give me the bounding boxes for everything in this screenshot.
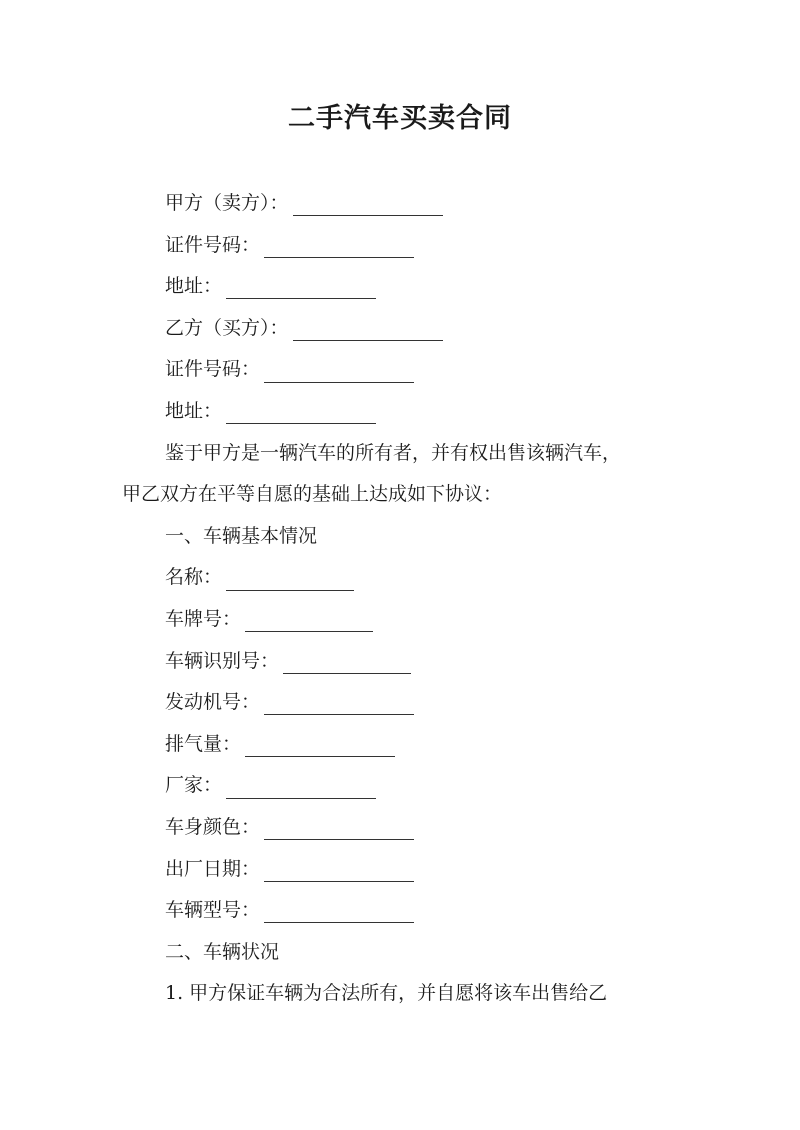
body-color-line (122, 807, 682, 849)
engine-number-blank (264, 686, 414, 715)
party-b-address-blank (226, 395, 376, 424)
vehicle-model-blank (264, 894, 414, 923)
party-b-id-line (122, 349, 682, 391)
party-a-id-line (122, 225, 682, 267)
body-color-label: 车身颜色： (165, 815, 261, 838)
party-a-id-label: 证件号码： (165, 233, 261, 256)
manufacture-date-label: 出厂日期： (165, 857, 261, 880)
section-2-item-1: 1. 甲方保证车辆为合法所有，并自愿将该车出售给乙 (165, 982, 608, 1005)
vehicle-model-label: 车辆型号： (165, 899, 261, 922)
party-b-blank (293, 312, 443, 341)
manufacturer-line (122, 765, 682, 807)
vin-label: 车辆识别号： (165, 649, 280, 672)
preamble-line-1: 鉴于甲方是一辆汽车的所有者，并有权出售该辆汽车， (165, 441, 622, 464)
party-b-id-label: 证件号码： (165, 358, 261, 381)
document-title: 二手汽车买卖合同 (288, 103, 512, 134)
displacement-line (122, 724, 682, 766)
plate-number-label: 车牌号： (165, 607, 242, 630)
engine-number-label: 发动机号： (165, 691, 261, 714)
party-b-address-label: 地址： (165, 399, 223, 422)
section-2-heading: 二、车辆状况 (165, 940, 280, 963)
engine-number-line (122, 682, 682, 724)
party-b-address-line (122, 391, 682, 433)
party-a-address-line (122, 266, 682, 308)
body-color-blank (264, 811, 414, 840)
section-1-heading: 一、车辆基本情况 (165, 524, 318, 547)
manufacture-date-line (122, 849, 682, 891)
vin-blank (283, 645, 411, 674)
manufacture-date-blank (264, 853, 414, 882)
party-a-id-blank (264, 229, 414, 258)
party-a-label: 甲方（卖方）： (165, 192, 289, 214)
vehicle-model-line (122, 890, 682, 932)
manufacturer-blank (226, 770, 376, 799)
preamble-line-2: 甲乙双方在平等自愿的基础上达成如下协议： (122, 483, 503, 506)
party-b-label: 乙方（买方）： (165, 316, 289, 339)
party-b-id-blank (264, 354, 414, 383)
displacement-blank (245, 728, 395, 757)
document-body (122, 183, 682, 1015)
party-b-line (122, 308, 682, 350)
plate-number-line (122, 599, 682, 641)
plate-number-blank (245, 603, 373, 632)
party-a-address-label: 地址： (165, 275, 223, 298)
party-a-line (122, 183, 682, 225)
party-a-blank (293, 187, 443, 216)
vehicle-name-line (122, 557, 682, 599)
vehicle-name-label: 名称： (165, 566, 223, 589)
party-a-address-blank (226, 270, 376, 299)
vin-line (122, 641, 682, 683)
vehicle-name-blank (226, 562, 354, 591)
displacement-label: 排气量： (165, 732, 242, 755)
manufacturer-label: 厂家： (165, 774, 223, 797)
